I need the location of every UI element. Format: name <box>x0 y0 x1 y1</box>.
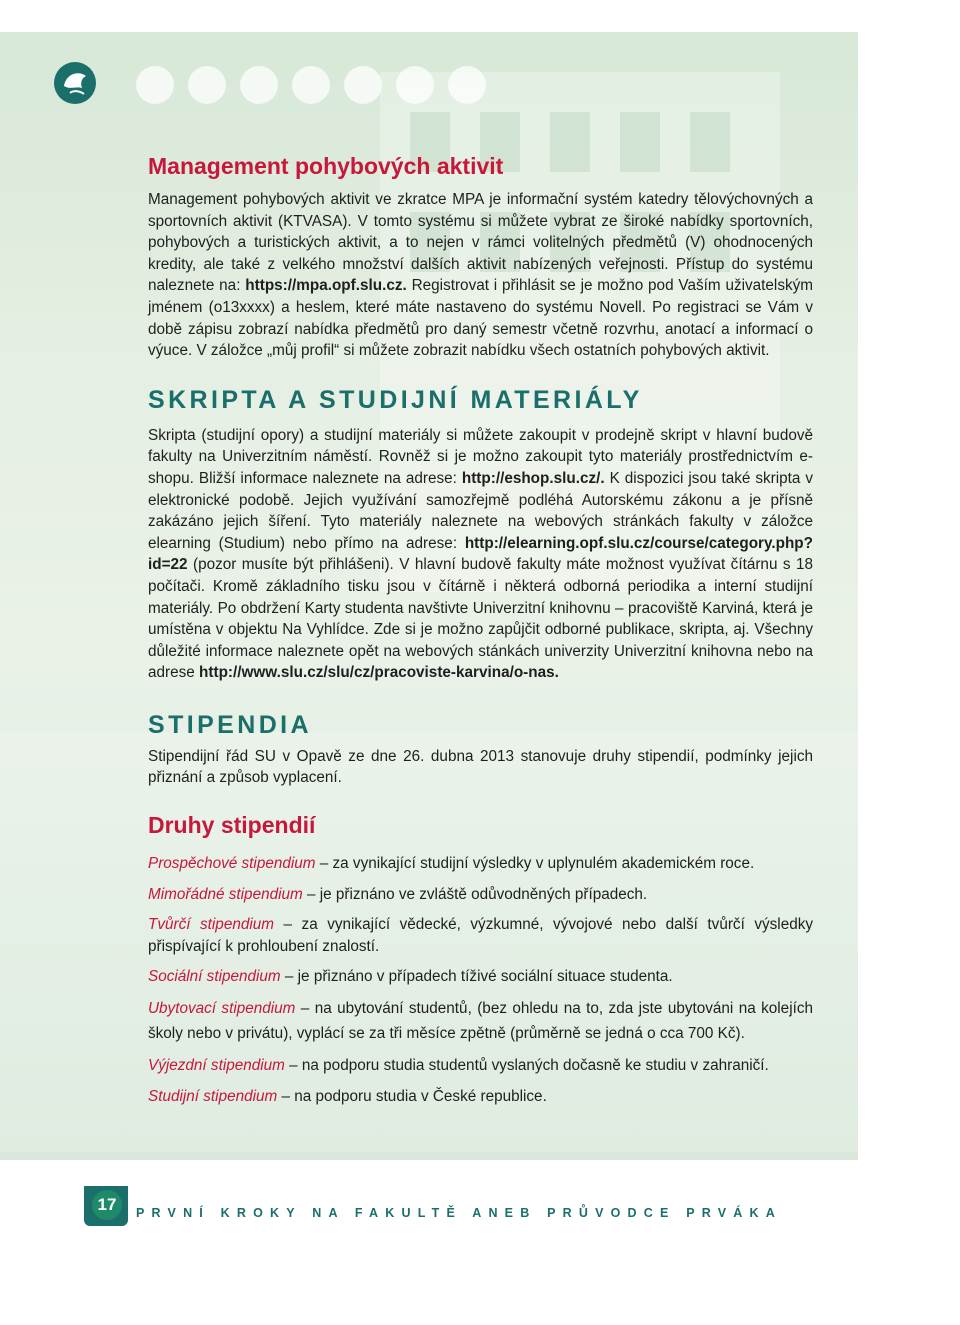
mpa-link[interactable]: https://mpa.opf.slu.cz. <box>245 277 407 295</box>
stipend-item: Tvůrčí stipendium – za vynikající vědecké, výzkumné, vývojové nebo další tvůrčí výsledky přispívající k prohloubení znalostí. <box>148 916 814 955</box>
library-link[interactable]: http://www.slu.cz/slu/cz/pracoviste-karvina/o-nas. <box>199 664 559 682</box>
footer-title: PRVNÍ KROKY NA FAKULTĚ ANEB PRŮVODCE PRVÁKA <box>136 1206 782 1220</box>
mpa-paragraph: Management pohybových aktivit ve zkratce MPA je informační systém katedry tělovýchovných a sportovních aktivit (KTVASA). V tomto systému si můžete vybrat ze široké nabídky sportovních, pohybových a turistických aktivit, a to nejen v rámci volitelných předmětů (V) ohodnocených kredity, ale také z velkého množství dalších aktivit nabízených veřejnosti. Přístup do systému naleznete na: https://mpa.opf.slu.cz. Registrovat i přihlásit se je možno pod Vaším uživatelským jménem (o13xxxx) a heslem, které máte nastaveno do systému Novell. Po registraci se Vám v době zápisu zobrazí nabídka předmětů pro daný semestr včetně rozvrhu, anotací a informací o výuce. V záložce „můj profil“ si můžete zobrazit nabídku všech ostatních pohybových aktivit. <box>148 191 814 360</box>
university-crest-icon <box>52 60 98 106</box>
stipend-name: Ubytovací stipendium <box>148 1000 296 1018</box>
stipend-item: Prospěchové stipendium – za vynikající studijní výsledky v uplynulém akademickém roce. <box>148 855 755 873</box>
elearning-link[interactable]: http://elearning.opf.slu.cz/course/category.php?id=22 <box>148 534 813 574</box>
skripta-paragraph: Skripta (studijní opory) a studijní materiály si můžete zakoupit v prodejně skript v hlavní budově fakulty na Univerzitním náměstí. Rovněž si je možno zakoupit tyto materiály prostřednictvím e-shopu. Bližší informace naleznete na adrese: http://eshop.slu.cz/. K dispozici jsou také skripta v elektronické podobě. Jejich využívání samozřejmě podléhá Autorskému zákonu a je přísně zakázáno jejich šíření. Tyto materiály naleznete na webových stránkách fakulty v záložce elearning (Studium) nebo přímo na adrese: http://elearning.opf.slu.cz/course/category.php?id=22 (pozor musíte být přihlášeni). V hlavní budově fakulty máte možnost využívat čítárnu s 18 počítači. Kromě základního tisku jsou v čítárně i některá odborná periodika a interní studijní materiály. Po obdržení Karty studenta navštivte Univerzitní knihovnu – pracoviště Karviná, která je umístěna v objektu Na Vyhlídce. Zde si je možno zapůjčit odborné publikace, skripta, aj. Všechny důležité informace naleznete opět na webových stánkách univerzity Univerzitní knihovna nebo na adrese http://www.slu.cz/slu/cz/pracoviste-karvina/o-nas. <box>148 426 813 682</box>
stipend-item: Ubytovací stipendium – na ubytování studentů, (bez ohledu na to, zda jste ubytováni na kolejích školy nebo v privátu), vyplácí se za tři měsíce zpětně (průměrně se jedná o cca 700 Kč). <box>148 1000 813 1042</box>
section-title-skripta: SKRIPTA A STUDIJNÍ MATERIÁLY <box>148 385 643 414</box>
stipend-name: Tvůrčí stipendium <box>148 916 274 934</box>
stipendia-paragraph: Stipendijní řád SU v Opavě ze dne 26. dubna 2013 stanovuje druhy stipendií, podmínky jejich přiznání a způsob vyplacení. <box>148 747 813 787</box>
stipend-name: Mimořádné stipendium <box>148 885 303 903</box>
stipend-name: Studijní stipendium <box>148 1087 278 1105</box>
stipend-list <box>148 853 813 1107</box>
section-title-druhy: Druhy stipendií <box>148 812 316 839</box>
stipend-item: Studijní stipendium – na podporu studia v České republice. <box>148 1087 547 1105</box>
stipend-item: Sociální stipendium – je přiznáno v případech tíživé sociální situace studenta. <box>148 968 673 986</box>
decorative-circles <box>136 66 486 104</box>
stipend-item: Výjezdní stipendium – na podporu studia studentů vyslaných dočasně ke studiu v zahraničí. <box>148 1057 769 1075</box>
stipend-name: Výjezdní stipendium <box>148 1057 285 1075</box>
page-content <box>148 150 813 1107</box>
section-title-mpa: Management pohybových aktivit <box>148 153 504 179</box>
stipend-item: Mimořádné stipendium – je přiznáno ve zvláště odůvodněných případech. <box>148 885 648 903</box>
page-footer <box>0 1190 960 1230</box>
eshop-link[interactable]: http://eshop.slu.cz/. <box>461 469 605 487</box>
stipend-name: Sociální stipendium <box>148 968 281 986</box>
section-title-stipendia: STIPENDIA <box>148 710 312 739</box>
page-number: 17 <box>92 1190 122 1220</box>
stipend-name: Prospěchové stipendium <box>148 855 316 873</box>
